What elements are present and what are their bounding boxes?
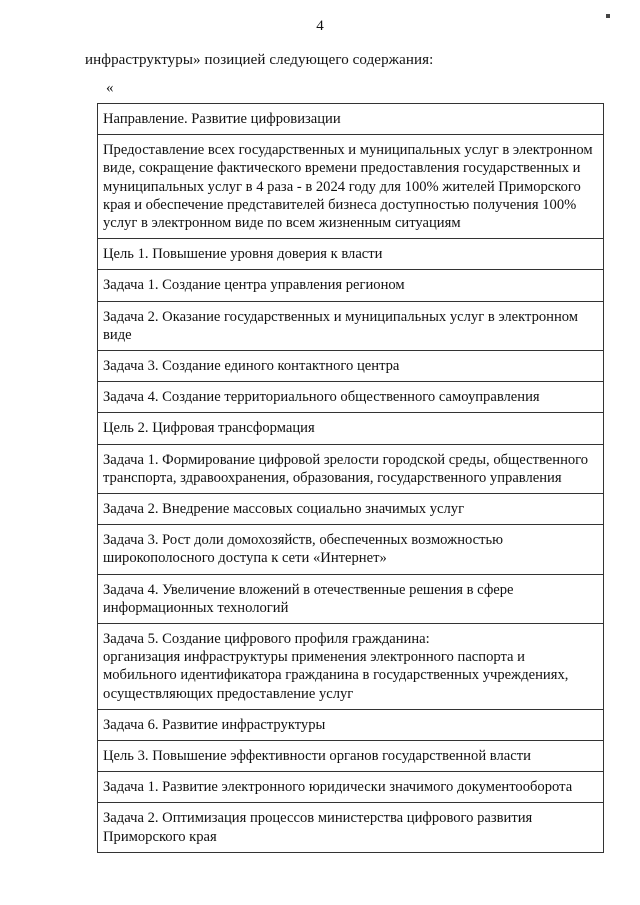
- intro-text: инфраструктуры» позицией следующего содержания:: [85, 52, 434, 68]
- opening-quote: «: [106, 80, 114, 96]
- table-row: [98, 301, 604, 350]
- goal-cell: Цель 2. Цифровая трансформация: [98, 413, 604, 444]
- table-row: [98, 574, 604, 623]
- table-row: [98, 239, 604, 270]
- task-cell: Задача 1. Развитие электронного юридически значимого документооборота: [98, 772, 604, 803]
- table-row: [98, 382, 604, 413]
- task-cell: Задача 1. Создание центра управления регионом: [98, 270, 604, 301]
- task-cell: Задача 6. Развитие инфраструктуры: [98, 709, 604, 740]
- task-cell: Задача 2. Внедрение массовых социально значимых услуг: [98, 494, 604, 525]
- scan-mark: [606, 14, 610, 18]
- task-cell: Задача 3. Рост доли домохозяйств, обеспеченных возможностью широкополосного доступа к сети «Интернет»: [98, 525, 604, 574]
- task-cell: Задача 2. Оптимизация процессов министерства цифрового развития Приморского края: [98, 803, 604, 852]
- table-row: [98, 444, 604, 493]
- task-cell: Задача 3. Создание единого контактного центра: [98, 351, 604, 382]
- table-row: [98, 772, 604, 803]
- page-number: 4: [316, 18, 324, 34]
- table-row: [98, 351, 604, 382]
- table-row: [98, 104, 604, 135]
- description-cell: Предоставление всех государственных и муниципальных услуг в электронном виде, сокращение фактического времени предоставления государственных и муниципальных услуг в 4 раза - в 2024 году для 100% жителей Приморского края и обеспечение представителей бизнеса доступностью получения 100% услуг в электронном виде по всем жизненным ситуациям: [98, 135, 604, 239]
- table-row: [98, 494, 604, 525]
- task-cell: Задача 4. Создание территориального общественного самоуправления: [98, 382, 604, 413]
- task-cell: Задача 1. Формирование цифровой зрелости городской среды, общественного транспорта, здравоохранения, образования, государственного управления: [98, 444, 604, 493]
- goal-cell: Цель 1. Повышение уровня доверия к власти: [98, 239, 604, 270]
- directions-table: [97, 103, 604, 853]
- direction-cell: Направление. Развитие цифровизации: [98, 104, 604, 135]
- task-detail: организация инфраструктуры применения электронного паспорта и мобильного идентификатора гражданина в государственных учреждениях, осуществляющих предоставление услуг: [103, 649, 569, 702]
- table-row: [98, 741, 604, 772]
- table-row: [98, 624, 604, 710]
- task-cell: Задача 4. Увеличение вложений в отечественные решения в сфере информационных технологий: [98, 574, 604, 623]
- table-row: [98, 270, 604, 301]
- table-row: [98, 803, 604, 852]
- table-row: [98, 413, 604, 444]
- goal-cell: Цель 3. Повышение эффективности органов государственной власти: [98, 741, 604, 772]
- table-row: [98, 525, 604, 574]
- task-title: Задача 5. Создание цифрового профиля гражданина:: [103, 631, 430, 648]
- task-cell: Задача 2. Оказание государственных и муниципальных услуг в электронном виде: [98, 301, 604, 350]
- table-row: [98, 709, 604, 740]
- task-cell: [98, 624, 604, 710]
- table-row: [98, 135, 604, 239]
